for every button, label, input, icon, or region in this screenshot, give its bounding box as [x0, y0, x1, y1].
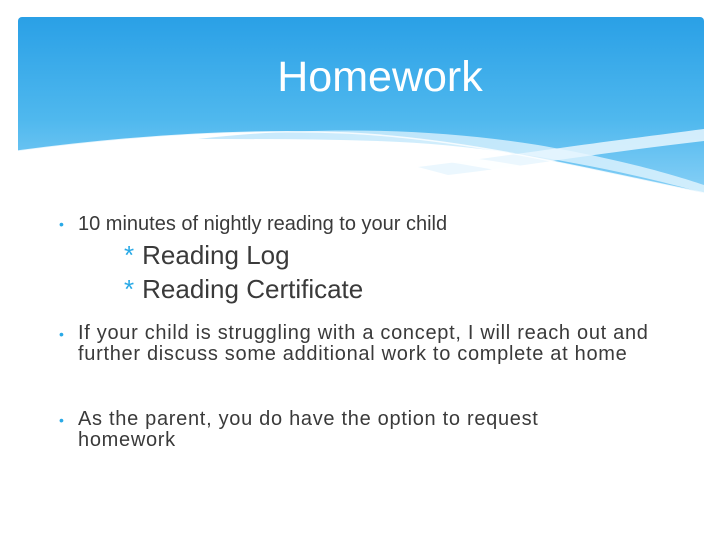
- bullet-marker: •: [59, 412, 64, 428]
- bullet-text: 10 minutes of nightly reading to your child: [78, 213, 448, 235]
- sub-bullet-marker: *: [124, 274, 135, 304]
- bullet-item: [59, 322, 658, 365]
- sub-bullet-marker: *: [124, 240, 135, 270]
- sub-bullet-item: [124, 273, 363, 305]
- bullet-text: As the parent, you do have the option to request homework: [78, 408, 539, 451]
- bullet-item: [59, 213, 658, 235]
- sub-bullet-text: Reading Certificate: [142, 274, 364, 304]
- sub-bullet-text: Reading Log: [142, 240, 290, 270]
- bullet-item: [59, 408, 598, 451]
- bullet-text: If your child is struggling with a concept, I will reach out and further discuss some additional work to complete at home: [78, 322, 649, 365]
- bullet-marker: •: [59, 216, 64, 232]
- sub-bullet-item: [124, 239, 290, 271]
- bullet-marker: •: [59, 326, 64, 342]
- slide-title: Homework: [277, 53, 483, 101]
